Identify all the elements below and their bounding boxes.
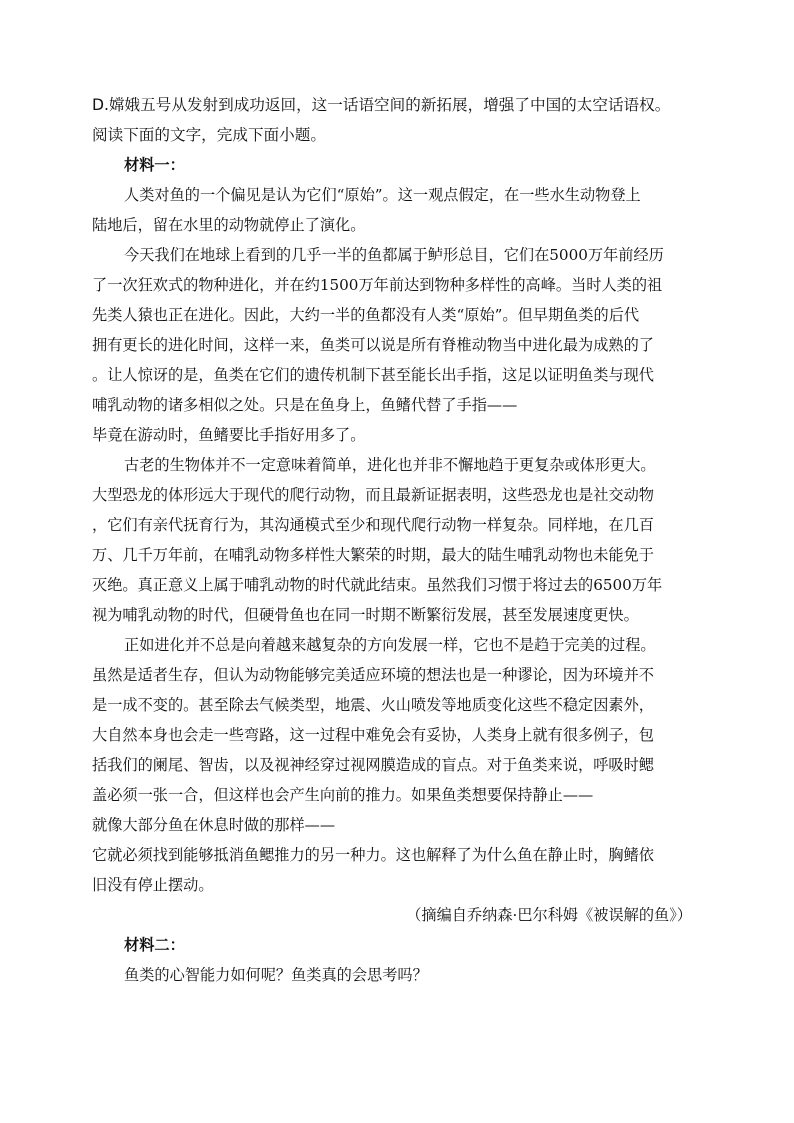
- paragraph-line: ，它们有亲代抚育行为，其沟通模式至少和现代爬行动物一样复杂。同样地，在几百: [92, 516, 654, 534]
- option-d-text: D.嫦娥五号从发射到成功返回，这一话语空间的新拓展，增强了中国的太空话语权。: [92, 96, 671, 114]
- paragraph-line: 是一成不变的。甚至除去气候类型，地震、火山喷发等地质变化这些不稳定因素外，: [92, 696, 654, 714]
- paragraph-line: 了一次狂欢式的物种进化，并在约1500万年前达到物种多样性的高峰。当时人类的祖: [92, 276, 663, 294]
- paragraph-line: 陆地后，留在水里的动物就停止了演化。: [92, 216, 366, 234]
- paragraph-line: 人类对鱼的一个偏见是认为它们“原始”。这一观点假定，在一些水生动物登上: [124, 186, 641, 204]
- material2-body: [92, 962, 702, 989]
- document-body: [92, 92, 702, 992]
- material1-heading: 材料一：: [124, 156, 185, 174]
- paragraph: [92, 452, 702, 629]
- paragraph-line: 盖必须一张一合，但这样也会产生向前的推力。如果鱼类想要保持静止——: [92, 786, 594, 804]
- paragraph-line: 。让人惊讶的是，鱼类在它们的遗传机制下甚至能长出手指，这足以证明鱼类与现代: [92, 366, 654, 384]
- paragraph-line: 鱼类的心智能力如何呢？鱼类真的会思考吗？: [124, 966, 428, 984]
- material2-heading: 材料二：: [124, 936, 185, 954]
- paragraph-line: 虽然是适者生存，但认为动物能够完美适应环境的想法也是一种谬论，因为环境并不: [92, 666, 654, 684]
- paragraph-line: 万、几千万年前，在哺乳动物多样性大繁荣的时期，最大的陆生哺乳动物也未能免于: [92, 546, 654, 564]
- material1-body: [92, 182, 702, 899]
- paragraph-line: 灭绝。真正意义上属于哺乳动物的时代就此结束。虽然我们习惯于将过去的6500万年: [92, 576, 663, 594]
- instruction-text: 阅读下面的文字，完成下面小题。: [92, 126, 326, 144]
- paragraph-line: 正如进化并不总是向着越来越复杂的方向发展一样，它也不是趋于完美的过程。: [124, 636, 656, 654]
- paragraph-line: 拥有更长的进化时间，这样一来，鱼类可以说是所有脊椎动物当中进化最为成熟的了: [92, 336, 654, 354]
- paragraph-line: 大自然本身也会走一些弯路，这一过程中难免会有妥协，人类身上就有很多例子，包: [92, 726, 654, 744]
- paragraph: [92, 962, 702, 989]
- paragraph: [92, 632, 702, 899]
- material1-source: （摘编自乔纳森·巴尔科姆《被误解的鱼》）: [406, 906, 692, 924]
- paragraph-line: 古老的生物体并不一定意味着简单，进化也并非不懈地趋于更复杂或体形更大。: [124, 456, 656, 474]
- paragraph-line: 先类人猿也正在进化。因此，大约一半的鱼都没有人类“原始”。但早期鱼类的后代: [92, 306, 640, 324]
- paragraph-line: 旧没有停止摆动。: [92, 876, 214, 894]
- paragraph: [92, 242, 702, 449]
- paragraph-line: 毕竟在游动时，鱼鳍要比手指好用多了。: [92, 426, 366, 444]
- paragraph-line: 它就必须找到能够抵消鱼鳃推力的另一种力。这也解释了为什么鱼在静止时，胸鳍依: [92, 846, 654, 864]
- paragraph-line: 今天我们在地球上看到的几乎一半的鱼都属于鲈形总目，它们在5000万年前经历: [124, 246, 664, 264]
- paragraph-line: 哺乳动物的诸多相似之处。只是在鱼身上，鱼鳍代替了手指——: [92, 396, 518, 414]
- paragraph: [92, 182, 702, 239]
- paragraph-line: 视为哺乳动物的时代，但硬骨鱼也在同一时期不断繁衍发展，甚至发展速度更快。: [92, 606, 639, 624]
- paragraph-line: 括我们的阑尾、智齿，以及视神经穿过视网膜造成的盲点。对于鱼类来说，呼吸时鳃: [92, 756, 654, 774]
- paragraph-line: 大型恐龙的体形远大于现代的爬行动物，而且最新证据表明，这些恐龙也是社交动物: [92, 486, 654, 504]
- paragraph-line: 就像大部分鱼在休息时做的那样——: [92, 816, 335, 834]
